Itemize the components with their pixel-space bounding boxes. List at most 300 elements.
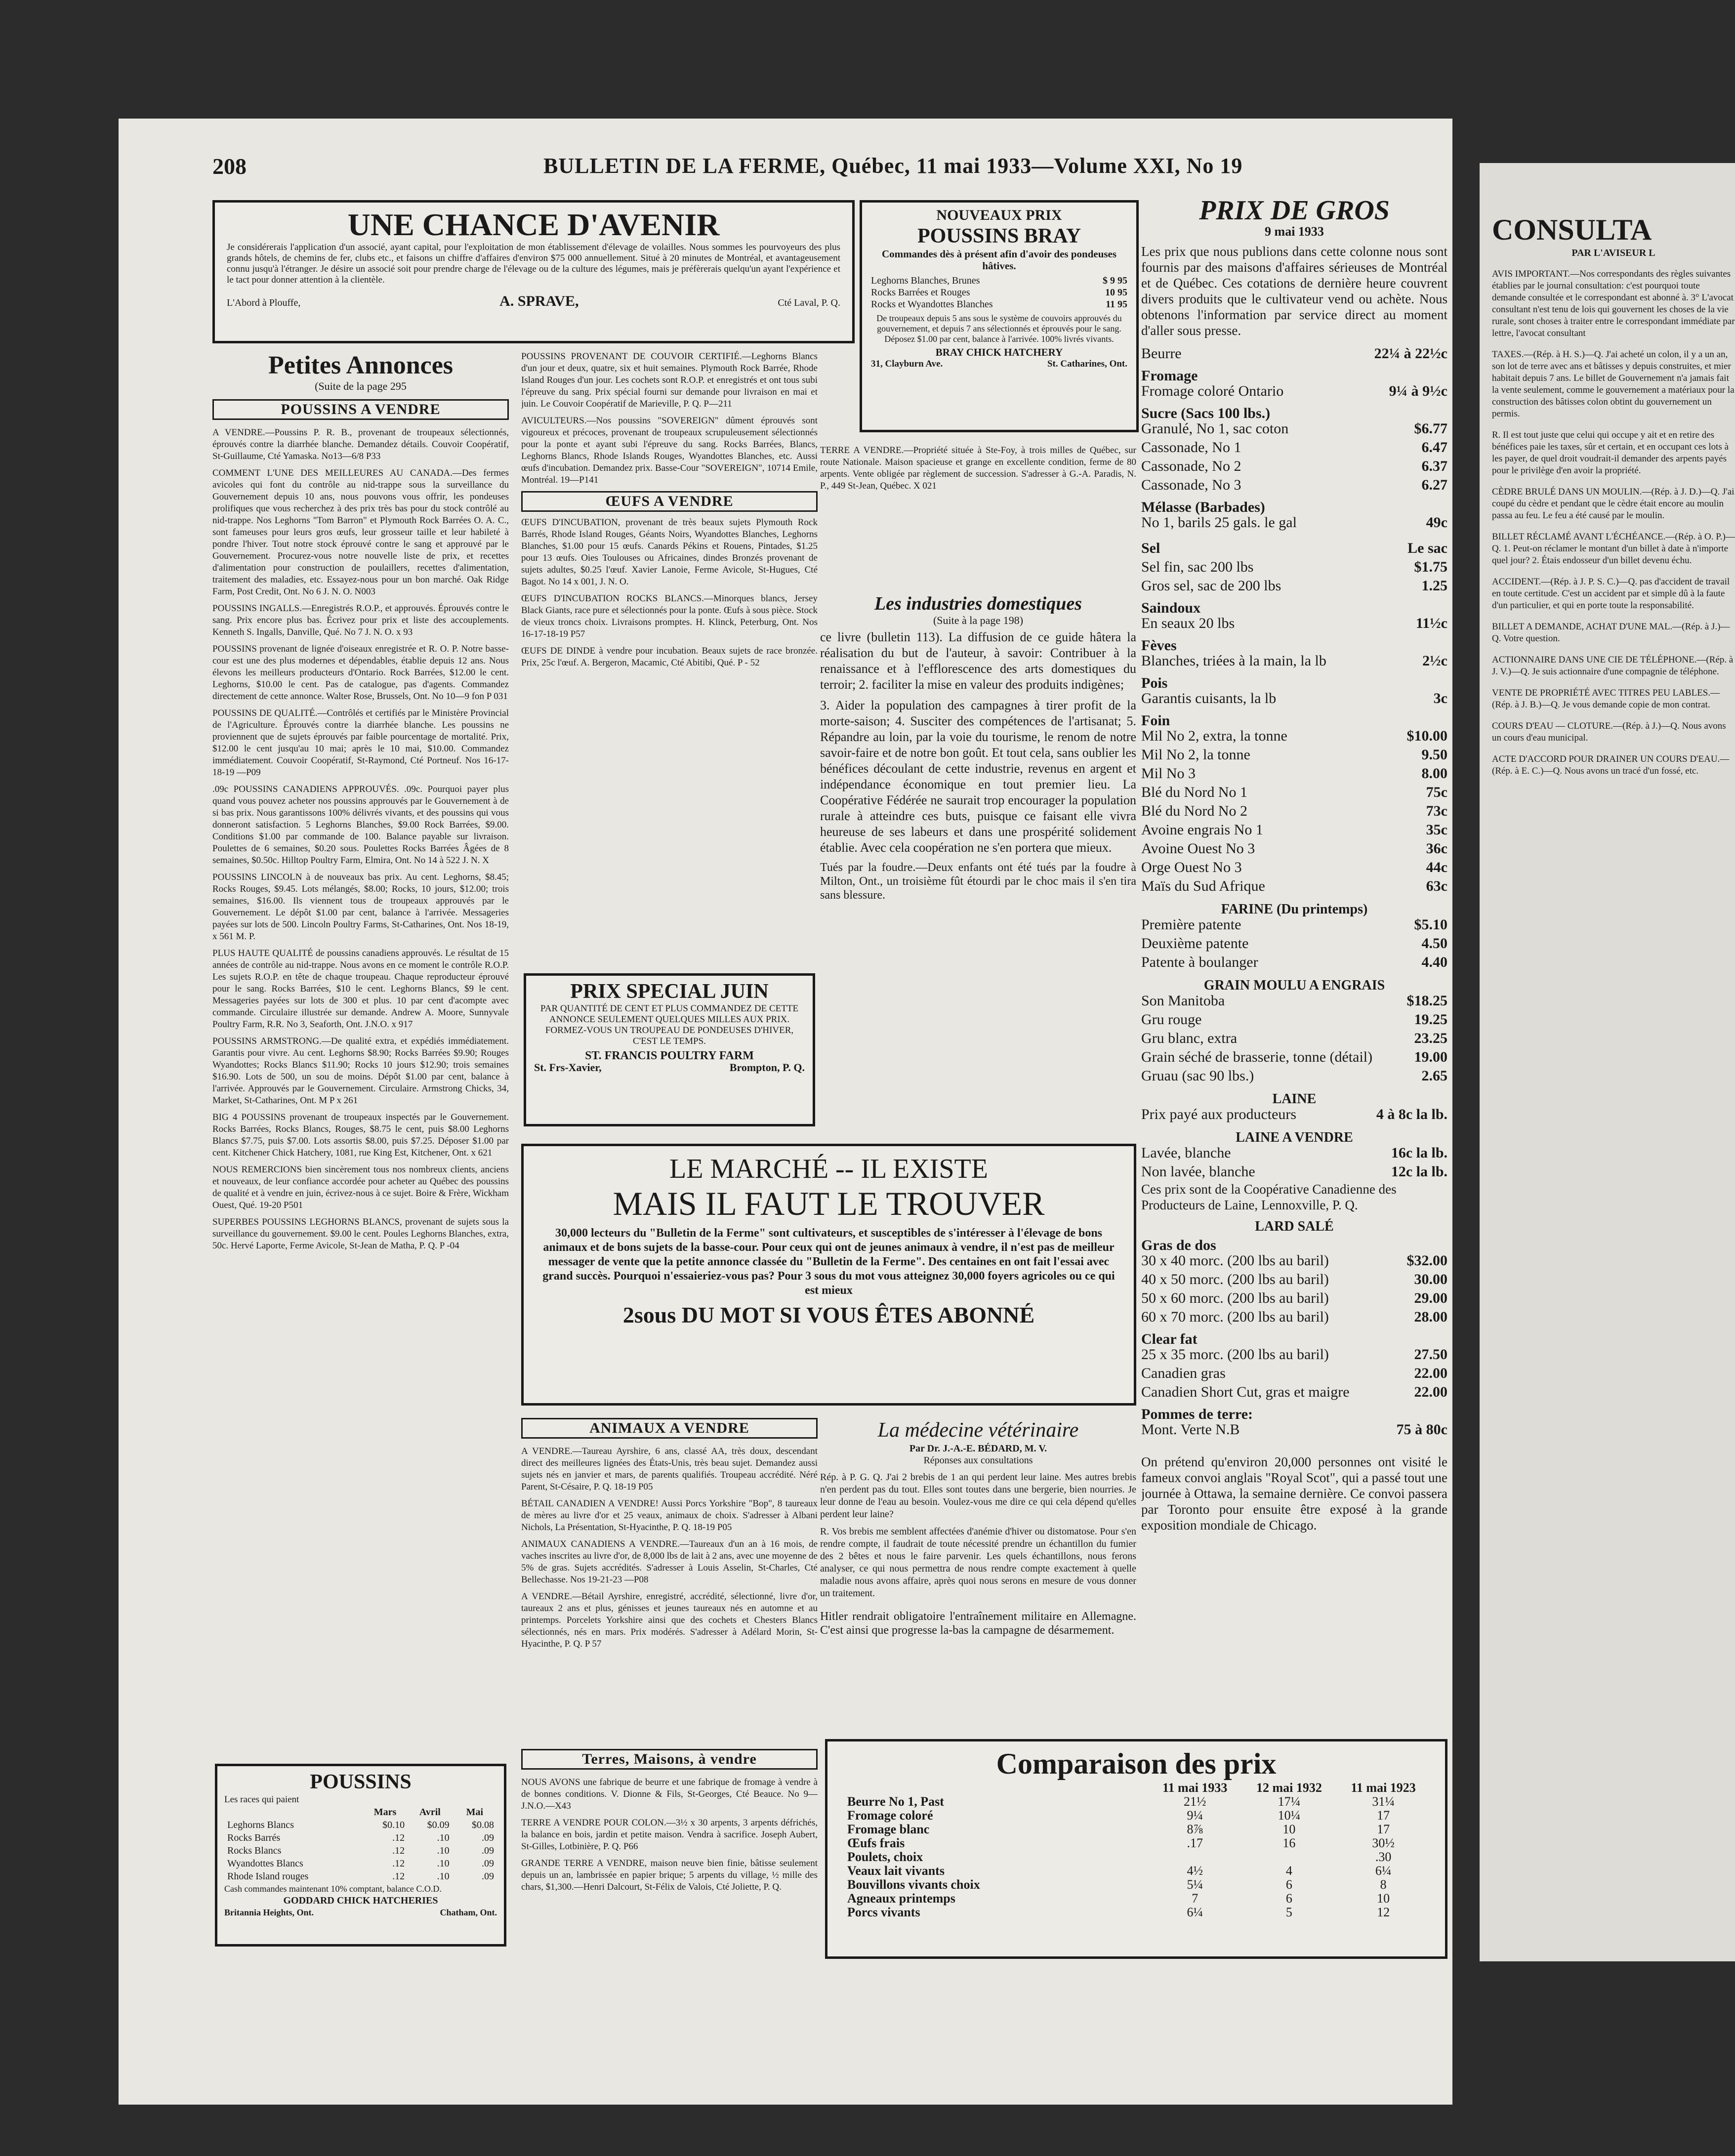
comparaison-item: Beurre No 1, Past [847, 1794, 944, 1809]
classified-ad: POUSSINS DE QUALITÉ.—Contrôlés et certifiés par le Ministère Provincial de l'Agriculture. Éprouvés contre la diarrhée blanche. Les poussins ne proviennent que de sujets éprouvés par faible pourcentage de mortalité. Prix, $12.00 le cent jusqu'au 10 mai; après le 10 mai, $10.00. Commandez immédiatement. Couvoir Coopératif, St-Raymond, Cté Portneuf. Nos 16-17-18-19 —P09 [212, 708, 509, 778]
gros-grain-row [1141, 1029, 1447, 1048]
poussins-price: .12 [392, 1871, 405, 1882]
comparaison-row [842, 1795, 1430, 1809]
section-poussins-a-vendre: POUSSINS A VENDRE [212, 399, 509, 420]
gros-foin-row-label: Orge Ouest No 3 [1141, 859, 1242, 875]
comparaison-value: .17 [1187, 1836, 1203, 1850]
gros-foin-row-value: 8.00 [1421, 765, 1447, 782]
ad-juin-company: ST. FRANCIS POULTRY FARM [585, 1049, 754, 1062]
poussins-month-header: Mai [466, 1807, 483, 1818]
gros-foin-category: Foin [1141, 712, 1170, 729]
gros-foin-row [1141, 727, 1447, 746]
ad-poussins-address-right: Chatham, Ont. [440, 1907, 497, 1917]
animaux-ads [521, 1446, 818, 1650]
consultation-paragraph: BILLET RÉCLAMÉ AVANT L'ÉCHÉANCE.—(Rép. à O. P.)—Q. 1. Peut-on réclamer le montant d'un billet à date à n'importe quel jour? 2. Étais endosseur d'un billet devenu échu. [1492, 532, 1735, 566]
gros-lard-row2-label: Canadien Short Cut, gras et maigre [1141, 1384, 1350, 1400]
gros-lard-row-label: 50 x 60 morc. (200 lbs au baril) [1141, 1290, 1329, 1306]
comparaison-row [842, 1878, 1430, 1892]
poussins-price: .10 [437, 1871, 450, 1882]
gros-pommes-category: Pommes de terre: [1141, 1406, 1253, 1422]
ad-poussins-address [224, 1907, 497, 1918]
poussins-breed: Rocks Barrés [227, 1832, 281, 1843]
gros-grain-row-value: 19.00 [1414, 1049, 1447, 1065]
comparaison-value: 9¼ [1187, 1808, 1203, 1823]
gros-feves-row [1141, 652, 1447, 670]
consultations-body [1492, 268, 1735, 777]
classified-ad: A VENDRE.—Taureau Ayrshire, 6 ans, classé AA, très doux, descendant direct des meilleures lignées des États-Unis, très beau sujet. Demandez aussi sujets nés en janvier et mars, de parents qualifiés. Troupeau accrédité. Néré Parent, St-Césaire, P. Q. 18-19 P05 [521, 1446, 818, 1492]
gros-saindoux-row [1141, 614, 1447, 633]
article-paragraph: R. Vos brebis me semblent affectées d'anémie d'hiver ou distomatose. Pour s'en rendre compte, il faudrait de toute nécessité prendre un échantillon du fumier des 2 bêtes et nous le faire parvenir. Les quels échantillons, nous ferons analyser, ce qui nous permettra de nous rendre compte exactement à quelle maladie nous avons affaire, après quoi nous serons en mesure de vous donner un traitement. [820, 1526, 1136, 1599]
gros-sucre-row-value: 6.37 [1421, 458, 1447, 474]
classified-ad: PLUS HAUTE QUALITÉ de poussins canadiens approuvés. Le résultat de 15 années de contrôle au nid-trappe. Nous avons en ce moment le contrôle R.O.P. Les sujets R.O.P. en tête de chaque troupeau. Chaque reproducteur éprouvé pour le sang. Rocks Barrées, $10 le cent. Leghorns Blancs, $9 le cent. Messageries payées sur lots de 300 et plus. 10 par cent d'acompte avec commande. Circulaire illustrée sur demande. Andrew A. Moore, Sunnyvale Poultry Farm, R.R. No 3, Seaforth, Ont. J.N.O. x 917 [212, 948, 509, 1030]
column-2-ads [521, 351, 818, 486]
poussins-table-row [224, 1857, 497, 1870]
gros-lard-row-label: 60 x 70 morc. (200 lbs au baril) [1141, 1309, 1329, 1325]
gros-sucre-row-value: 6.47 [1421, 439, 1447, 456]
gros-sucre-row [1141, 419, 1447, 438]
gros-lard-row [1141, 1308, 1447, 1327]
consultation-paragraph: ACCIDENT.—(Rép. à J. P. S. C.)—Q. pas d'accident de travail en toute certitude. C'est un accident par et simple dû à la faute d'un particulier, et qui en porte toute la responsabilité. [1492, 577, 1730, 611]
consultation-paragraph: ACTIONNAIRE DANS UNE CIE DE TÉLÉPHONE.—(Rép. à J. V.)—Q. Je suis actionnaire d'une compagnie de téléphone. [1492, 655, 1734, 677]
poussins-breed: Rocks Blancs [227, 1845, 282, 1856]
gros-farine-category: FARINE (Du printemps) [1221, 902, 1368, 917]
bray-price-row [871, 287, 1127, 298]
gros-farine-row [1141, 934, 1447, 953]
ad-chance-place: L'Abord à Plouffe, [227, 297, 301, 308]
comparaison-title: Comparaison des prix [996, 1747, 1277, 1780]
gros-sucre-row-value: $6.77 [1414, 420, 1447, 437]
comparaison-item: Œufs frais [847, 1836, 905, 1850]
poussins-table-row [224, 1870, 497, 1883]
gros-grain-row-value: 23.25 [1414, 1030, 1447, 1046]
ad-chance-name: A. SPRAVE, [499, 293, 579, 309]
classified-ad: ANIMAUX CANADIENS A VENDRE.—Taureaux d'un an à 16 mois, de vaches inscrites au livre d'or, de 8,000 lbs de lait à 2 ans, avec une moyenne de 5% de gras. Sujets accrédités. S'adresser à Louis Asselin, St-Charles, Cté Bellechasse. Nos 19-21-23 —P08 [521, 1539, 818, 1585]
article-industries [820, 593, 1136, 1126]
bray-price-value: 10 95 [1105, 287, 1127, 298]
classified-ad: NOUS AVONS une fabrique de beurre et une fabrique de fromage à vendre à de bonnes conditions. V. Dionne & Fils, St-Georges, Cté Beauce. No 9—J.N.O.—X43 [521, 1777, 818, 1811]
classified-ad: BÉTAIL CANADIEN A VENDRE! Aussi Porcs Yorkshire "Bop", 8 taureaux de mères au livre d'or et 25 veaux, animaux de choix. S'adresser à Albani Nichols, La Présentation, St-Hyacinthe, P. Q. 18-19 P05 [521, 1498, 818, 1533]
gros-grain-row [1141, 1010, 1447, 1029]
gros-title: PRIX DE GROS [1199, 195, 1390, 226]
medecine-title: La médecine vétérinaire [877, 1419, 1079, 1442]
gros-grain-row [1141, 1067, 1447, 1085]
gros-sel-row-value: $1.75 [1414, 559, 1447, 575]
poussins-price: .12 [392, 1832, 405, 1843]
classified-ad: A VENDRE.—Poussins P. R. B., provenant de troupeaux sélectionnés, éprouvés contre la diarrhée blanche. Demandez détails. Couvoir Coopératif, St-Guillaume, Cté Yamaska. No13—6/8 P33 [212, 427, 509, 461]
gros-foin-row [1141, 783, 1447, 802]
section-animaux-a-vendre: ANIMAUX A VENDRE [521, 1418, 818, 1439]
poussins-price: .09 [482, 1858, 494, 1869]
gros-sel-row [1141, 558, 1447, 577]
comparaison-item: Porcs vivants [847, 1905, 920, 1919]
classified-ad: POUSSINS LINCOLN à de nouveaux bas prix. Au cent. Leghorns, $8.45; Rocks Rouges, $9.45. Lots mélangés, $8.00; Rocks, 10 jours, $12.00; trois semaines, $16.00. Ils viennent tous de troupeaux approuvés par le Gouvernement. Le dépôt $1.00 par cent, balance à l'arrivée. Messageries payées sur lots de 500. Lincoln Poultry Farms, St-Catharines, Ont. Nos 18-19, x 561 M. P. [212, 872, 509, 942]
gros-sucre-row-label: Cassonade, No 2 [1141, 458, 1241, 474]
classified-ad: POUSSINS INGALLS.—Enregistrés R.O.P., et approuvés. Éprouvés contre le sang. Prix encore plus bas. Écrivez pour prix et liste des accouplements. Kenneth S. Ingalls, Danville, Qué. No 7 J. N. O. x 93 [212, 603, 509, 637]
industries-body [820, 629, 1136, 856]
ad-poussins-goddard [215, 1764, 506, 1947]
gros-grain-row-label: Son Manitoba [1141, 993, 1225, 1009]
consultation-paragraph: COURS D'EAU — CLOTURE.—(Rép. à J.)—Q. Nous avons un cours d'eau municipal. [1492, 721, 1726, 743]
gros-sucre-row [1141, 476, 1447, 495]
ad-juin-body: PAR QUANTITÉ DE CENT ET PLUS COMMANDEZ DE CETTE ANNONCE SEULEMENT QUELQUES MILLES AUX PRIX. FORMEZ-VOUS UN TROUPEAU DE PONDEUSES D'HIVER, C'EST LE TEMPS. [540, 1003, 799, 1046]
gros-fromage-label: Fromage coloré Ontario [1141, 383, 1284, 399]
medecine-body [820, 1471, 1136, 1600]
classified-ad: NOUS REMERCIONS bien sincèrement tous nos nombreux clients, anciens et nouveaux, de leur confiance accordée pour acheter au Québec des poussins de qualité et à vendre en juin, écrivez-nous à ce sujet. Boire & Frère, Wickham Ouest, Qué. 19-20 P501 [212, 1164, 509, 1210]
gros-laine-vendre-row [1141, 1162, 1447, 1181]
gros-laine-vendre-row-value: 16c la lb. [1391, 1145, 1447, 1161]
classified-ad: SUPERBES POUSSINS LEGHORNS BLANCS, provenant de sujets sous la surveillance du gouvernement. $9.00 le cent. Poules Leghorns Blanches, extra, 50c. Hervé Laporte, Ferme Avicole, St-Jean de Matha, P. Q. P -04 [212, 1217, 509, 1251]
consultation-paragraph: CÈDRE BRULÉ DANS UN MOULIN.—(Rép. à J. D.)—Q. J'ai coupé du cèdre et pendant que le cèdre était encore au moulin passa au feu. Le feu a été causé par le moulin. [1492, 487, 1735, 521]
comparaison-item: Bouvillons vivants choix [847, 1877, 980, 1892]
ad-bray-prices [871, 275, 1127, 310]
gros-foin-row-label: Mil No 2, extra, la tonne [1141, 728, 1287, 744]
gros-sucre-row [1141, 438, 1447, 457]
gros-farine-row [1141, 915, 1447, 934]
comparaison-value: 17 [1377, 1822, 1390, 1836]
gros-pois-label: Garantis cuisants, la lb [1141, 690, 1277, 706]
article-paragraph: Rép. à P. G. Q. J'ai 2 brebis de 1 an qui perdent leur laine. Mes autres brebis n'en perdent pas du tout. Elles sont toutes dans une bergerie, bien nourries. Je leur donne de l'eau au besoin. Voulez-vous me dire ce qui cela dépend qu'elles perdent leur laine? [820, 1472, 1136, 1520]
gros-grain-row-label: Gruau (sac 90 lbs.) [1141, 1068, 1254, 1084]
comparaison-value: 17¼ [1278, 1794, 1301, 1809]
consultation-paragraph: BILLET A DEMANDE, ACHAT D'UNE MAL.—(Rép. à J.)—Q. Votre question. [1492, 622, 1730, 644]
gros-grain-row [1141, 1048, 1447, 1067]
gros-pois-row [1141, 689, 1447, 708]
bray-price-value: 11 95 [1106, 299, 1127, 310]
comparaison-table-head [842, 1781, 1430, 1795]
gros-lard-row-label: 30 x 40 morc. (200 lbs au baril) [1141, 1252, 1329, 1269]
gros-foin-row [1141, 858, 1447, 877]
comparaison-row [842, 1809, 1430, 1823]
gros-grain-row-label: Grain séché de brasserie, tonne (détail) [1141, 1049, 1373, 1065]
classified-ad: ŒUFS D'INCUBATION, provenant de très beaux sujets Plymouth Rock Barrés, Rhode Island Rouges, Géants Noirs, Wyandottes Blanches, Leghorns Blanches, $1.00 pour 15 œufs. Canards Pékins et Rouens, Pintades, $1.25 pour 13 œufs. Oies Toulouses ou Africaines, dindes Bronzés provenant de sujets adultes, $0.25 l'œuf. Xavier Lanoie, Ferme Avicole, St-Hugues, Cté Bagot. No 14 x 001, J. N. O. [521, 517, 818, 587]
gros-farine-row-value: 4.50 [1421, 935, 1447, 952]
gros-lard-row2 [1141, 1383, 1447, 1402]
gros-laine-row [1141, 1105, 1447, 1124]
poussins-price: $0.08 [472, 1820, 494, 1830]
gros-beurre-label: Beurre [1141, 345, 1182, 362]
comparaison-row [842, 1906, 1430, 1919]
gros-foin-row-value: 35c [1426, 822, 1447, 838]
gros-lard-row [1141, 1289, 1447, 1308]
consultation-paragraph: ACTE D'ACCORD POUR DRAINER UN COURS D'EAU.—(Rép. à E. C.)—Q. Nous avons un tracé d'un fossé, etc. [1492, 754, 1730, 776]
comparaison-row [842, 1850, 1430, 1864]
column-2-upper [521, 351, 818, 968]
comparaison-value [1242, 1850, 1337, 1864]
gros-grain-row-value: 2.65 [1421, 1068, 1447, 1084]
ad-poussins-company: GODDARD CHICK HATCHERIES [283, 1895, 438, 1906]
medecine-by: Par Dr. J.-A.-E. BÉDARD, M. V. [909, 1443, 1047, 1454]
gros-sel-row [1141, 577, 1447, 595]
ad-poussins-note: Cash commandes maintenant 10% comptant, balance C.O.D. [224, 1884, 442, 1894]
gros-pois-value: 3c [1433, 690, 1447, 706]
ad-chance-body: Je considérerais l'application d'un associé, ayant capital, pour l'exploitation de mon établissement d'élevage de volailles. Nous sommes les pourvoyeurs des plus grands hôtels, de chemins de fer, clubs etc., et faisons un chiffre d'affaires d'environ $75 000 annuellement. Situé à 20 minutes de Montréal, et avantageusement connu jusqu'à l'étranger. Je désire un associé soit pour prendre charge de l'élevage ou de la culture des légumes, mais je préfèrerais quelqu'un ayant l'expérience et le tact pour donner attention à la clientèle. [227, 242, 840, 285]
gros-foin-row-label: Avoine engrais No 1 [1141, 822, 1263, 838]
classified-ad: A VENDRE.—Bétail Ayrshire, enregistré, accrédité, sélectionné, livre d'or, taureaux 2 ans et plus, génisses et jeunes taureaux nés en automne et au printemps. Porcelets Yorkshire ainsi que des cochets et Chesters Blancs sélectionnés, nés en mars. Prix modérés. S'adresser à Adélard Morin, St-Hyacinthe, P. Q. P 57 [521, 1591, 818, 1649]
gros-saindoux-value: 11½c [1415, 615, 1447, 631]
comparaison-value: 10¼ [1278, 1808, 1301, 1823]
comparaison-row [842, 1823, 1430, 1836]
comparaison-item: Fromage coloré [847, 1808, 933, 1823]
gros-lard-row-value: 30.00 [1414, 1271, 1447, 1287]
ad-poussins-table-head [224, 1806, 497, 1819]
article-medecine [820, 1418, 1136, 1793]
gros-intro: Les prix que nous publions dans cette colonne nous sont fournis par des maisons d'affaires sérieuses de Montréal et de Québec. Ces cotations de dernière heure couvrent divers produits que le cultivateur vend ou achète. Nous obtenons l'information par service direct au moment d'aller sous presse. [1141, 244, 1447, 338]
comparaison-value: 8⅞ [1187, 1822, 1203, 1836]
industries-sub: (Suite à la page 198) [933, 614, 1024, 626]
comparaison-value: 10 [1282, 1822, 1296, 1836]
gros-farine-row-label: Deuxième patente [1141, 935, 1249, 952]
gros-lard-sub2: Clear fat [1141, 1331, 1198, 1347]
ad-chance-county: Cté Laval, P. Q. [778, 297, 840, 308]
article-paragraph: ce livre (bulletin 113). La diffusion de ce guide hâtera la réalisation du but de l'auteur, à savoir: Contribuer à la renaissance et à l'efflorescence des arts domestiques du terroir; 2. faciliter la mise en valeur des produits indigènes; [820, 630, 1136, 692]
poussins-table-row [224, 1844, 497, 1857]
comparaison-value: 6 [1285, 1877, 1292, 1892]
classified-ad: COMMENT L'UNE DES MEILLEURES AU CANADA.—Des fermes avicoles qui font du contrôle au nid-trappe sous la surveillance du Gouvernement depuis 10 ans, nous pouvons vous offrir, les pondeuses prolifiques que vous recherchez à des prix très bas pour du stock contrôlé au nid-trappe. Nos Leghorns "Tom Barron" et Plymouth Rock Barrées O. A. C., sont fameuses pour leurs gros œufs, leur grosseur taille et leur habileté à pondre l'hiver. Tout notre stock éprouvé contre le sang et approuvé par le Gouvernement. Procurez-vous notre nouvelle liste de prix, et recettes d'alimentation pour construction de poulaillers, recettes d'alimentation, traitement des maladies, etc. Essayez-nous pour un bon marché. Oak Ridge Farm, Post Credit, Ont. No 6 J. N. O. N003 [212, 468, 509, 597]
comparaison-item: Agneaux printemps [847, 1891, 955, 1906]
comparaison-item: Fromage blanc [847, 1822, 930, 1836]
gros-grain-row-label: Gru rouge [1141, 1011, 1202, 1028]
prix-de-gros-column [1141, 195, 1447, 1717]
ad-bray-address-right: St. Catharines, Ont. [1047, 359, 1127, 369]
medecine-sub: Réponses aux consultations [923, 1455, 1033, 1466]
page-number: 208 [212, 154, 247, 179]
gros-lard-row [1141, 1251, 1447, 1270]
comparaison-des-prix [825, 1739, 1447, 1959]
ad-bray-company: BRAY CHICK HATCHERY [935, 346, 1063, 358]
bray-price-item: Rocks Barrées et Rouges [871, 287, 970, 298]
comparaison-row [842, 1864, 1430, 1878]
gros-lard-category: LARD SALÉ [1255, 1219, 1334, 1234]
newspaper-page [119, 119, 1452, 2105]
ad-bray-body: De troupeaux depuis 5 ans sous le système de couvoirs approuvés du gouvernement, et depuis 7 ans sélectionnés et éprouvés pour le sang. Déposez $1.00 par cent, balance à l'arrivée. 100% livrés vivants. [876, 313, 1122, 344]
poussins-breed: Leghorns Blancs [227, 1820, 294, 1830]
consultation-paragraph: R. Il est tout juste que celui qui occupe y ait et en retire des bénéfices paie les taxes, sûr et certain, et en occupant ces lots à les payer, de quel droit voudrait-il demander des arpents payés pour le privilège d'en avoir la propriété. [1492, 430, 1729, 476]
gros-melasse-category: Mélasse (Barbades) [1141, 499, 1265, 515]
gros-lard-row [1141, 1270, 1447, 1289]
petites-annonces-sub: (Suite de la page 295 [315, 380, 407, 392]
ad-juin-address-left: St. Frs-Xavier, [534, 1061, 602, 1074]
gros-melasse-row [1141, 513, 1447, 532]
bray-price-row [871, 275, 1127, 287]
gros-lard-row2-label: 25 x 35 morc. (200 lbs au baril) [1141, 1346, 1329, 1363]
gros-sucre-row [1141, 457, 1447, 476]
poussins-table-row [224, 1831, 497, 1844]
gros-laine-vendre-category: LAINE A VENDRE [1236, 1130, 1353, 1145]
classified-ad: AVICULTEURS.—Nos poussins "SOVEREIGN" dûment éprouvés sont vigoureux et précoces, provenant de troupeaux scrupuleusement sélectionnés pour la ponte et ayant subi l'épreuve du sang. Rocks Barrées, Blancs, Leghorns Blancs, Rhode Islands Rouges, Wyandottes Blanches, etc. Aussi œufs d'incubation. Demandez prix. Basse-Cour "SOVEREIGN", 10714 Emile, Montréal. 19—P141 [521, 415, 818, 485]
gros-sel-header [1141, 539, 1447, 558]
poussins-price: .10 [437, 1832, 450, 1843]
gros-foin-row-value: 44c [1426, 859, 1447, 875]
comparaison-value: 10 [1377, 1891, 1390, 1906]
consultation-paragraph: VENTE DE PROPRIÉTÉ AVEC TITRES PEU LABLES.—(Rép. à J. B.)—Q. Je vous demande copie de mon contrat. [1492, 688, 1720, 710]
gros-pois-category: Pois [1141, 675, 1168, 691]
gros-foin-row-label: Blé du Nord No 2 [1141, 803, 1247, 819]
gros-lard-row2-label: Canadien gras [1141, 1365, 1226, 1381]
consultations-sub: PAR L'AVISEUR L [1571, 248, 1655, 258]
poussins-month-header: Mars [373, 1807, 397, 1818]
gros-lard-row-label: 40 x 50 morc. (200 lbs au baril) [1141, 1271, 1329, 1287]
ad-terre-ste-foy [820, 445, 1136, 588]
ad-juin-address-right: Brompton, P. Q. [729, 1061, 805, 1074]
comparaison-value: 30½ [1372, 1836, 1395, 1850]
comparaison-value: 8 [1380, 1877, 1387, 1892]
ad-poussins-table [224, 1806, 497, 1883]
ad-chance-title: UNE CHANCE D'AVENIR [347, 207, 720, 242]
comparaison-value: 4½ [1187, 1864, 1203, 1878]
oeufs-ads [521, 517, 818, 669]
gros-feves-category: Fèves [1141, 637, 1177, 654]
gros-lard-row2-value: 27.50 [1414, 1346, 1447, 1363]
poussins-breed: Wyandottes Blancs [227, 1858, 303, 1869]
poussins-price: .12 [392, 1845, 405, 1856]
gros-farine-row-label: Première patente [1141, 916, 1241, 933]
gros-grain-row [1141, 992, 1447, 1010]
comparaison-value: 6¼ [1375, 1864, 1392, 1878]
comparaison-value: 16 [1282, 1836, 1296, 1850]
gros-grain-row-value: $18.25 [1406, 993, 1447, 1009]
classified-ad: BIG 4 POUSSINS provenant de troupeaux inspectés par le Gouvernement. Rocks Barrées, Rocks Blancs, Rouges, $8.75 le cent, puis $8.00 Leghorns Blancs $7.75, puis $7.00. Lots assortis $8.00, puis $7.25. Déposer $1.00 par cent. Kitchener Chick Hatchery, 1081, rue King Est, Kitchener, Ont. x 621 [212, 1112, 509, 1158]
classified-ad: ŒUFS D'INCUBATION ROCKS BLANCS.—Minorques blancs, Jersey Black Giants, race pure et sélectionnés pour la ponte. Œufs à sous pièce. Stock de vieux troncs choix. Livraisons promptes. H. Klinck, Peterburg, Ont. Nos 16-17-18-19 P57 [521, 593, 818, 639]
comparaison-value: .30 [1375, 1850, 1392, 1864]
comparaison-row [842, 1836, 1430, 1850]
consultation-paragraph: AVIS IMPORTANT.—Nos correspondants des règles suivantes établies par le journal consultation: c'est pourquoi toute demande consultée et le correspondant est abonné à. 3° L'avocat consultant n'est tenu de lois qui gouvernent les choses de la vie rurale, sont choses à traiter entre le correspondant immédiate par lettre, l'avocat consultant [1492, 269, 1735, 338]
ad-bray-title1: NOUVEAUX PRIX [936, 207, 1062, 223]
industries-foudre: Tués par la foudre.—Deux enfants ont été tués par la foudre à Milton, Ont., un troisième fût étourdi par le choc mais il s'en tira sans blessure. [820, 861, 1136, 902]
gros-foin-row-value: 9.50 [1421, 746, 1447, 763]
column-terres [521, 1749, 818, 1956]
comparaison-year-header: 11 mai 1923 [1351, 1781, 1416, 1795]
comparaison-value: 6 [1285, 1891, 1292, 1906]
gros-foin-row-label: Mil No 2, la tonne [1141, 746, 1250, 763]
gros-lard-sub: Gras de dos [1141, 1237, 1216, 1253]
bray-price-row [871, 298, 1127, 310]
article-paragraph: 3. Aider la population des campagnes à tirer profit de la morte-saison; 4. Susciter des compétences de l'artisanat; 5. Répandre au loin, par la voie du tourisme, le renom de notre savoir-faire et de notre bon goût. Et tout cela, sans oublier les bénéfices découlant de cette industrie, revenus en argent et indépendance économique en tout premier lieu. La Coopérative Fédérée ne saurait trop encourager la population rurale à atteindre ces buts, puisque ce faisant elle vivra heureuse de ses labeurs et dans une prospérité solidement établie. Avec cela coopération ne s'en portera que mieux. [820, 698, 1136, 855]
gros-farine-row-label: Patente à boulanger [1141, 954, 1258, 970]
gros-laine-vendre-row-label: Lavée, blanche [1141, 1145, 1231, 1161]
ad-chance-avenir [212, 200, 855, 343]
gros-foin-row [1141, 764, 1447, 783]
gros-feves-value: 2½c [1422, 653, 1447, 669]
poussins-price: .10 [437, 1858, 450, 1869]
gros-fromage-value: 9¼ à 9½c [1389, 383, 1447, 399]
page-header [119, 153, 1452, 193]
classified-ad: POUSSINS provenant de lignée d'oiseaux enregistrée et R. O. P. Notre basse-cour est une des plus modernes et dépendables, établie depuis 12 ans. Nous élevons les meilleurs producteurs d'Ontario. Rock Barrées, $12.00 le cent. Leghorns, $10.00 le cent. Pas de catalogue, pas d'agents. Commandez directement de cette annonce. Walter Rose, Brussels, Ont. No 10—9 fon P 031 [212, 644, 509, 702]
poussins-breed: Rhode Island rouges [227, 1871, 309, 1882]
comparaison-item: Veaux lait vivants [847, 1864, 945, 1878]
ad-bray-address [871, 358, 1127, 370]
poussins-price: $0.09 [427, 1820, 450, 1830]
bray-price-item: Rocks et Wyandottes Blanches [871, 299, 993, 310]
gros-lard-row2-value: 22.00 [1414, 1365, 1447, 1381]
gros-laine-vendre-row-value: 12c la lb. [1391, 1163, 1447, 1180]
comparaison-value: 17 [1377, 1808, 1390, 1823]
gros-foin-row-value: 63c [1426, 878, 1447, 894]
petites-annonces-column [212, 351, 509, 1754]
bray-price-item: Leghorns Blanches, Brunes [871, 275, 980, 286]
comparaison-value [1148, 1850, 1242, 1864]
ad-le-marche [521, 1144, 1136, 1406]
ad-juin-title: PRIX SPECIAL JUIN [570, 980, 769, 1003]
poussins-price: .09 [482, 1871, 494, 1882]
comparaison-value: 21½ [1183, 1794, 1206, 1809]
classified-ad: ŒUFS DE DINDE à vendre pour incubation. Beaux sujets de race bronzée. Prix, 25c l'œuf. A. Bergeron, Macamic, Cté Abitibi, Qué. P - 52 [521, 646, 818, 668]
gros-laine-vendre-row-label: Non lavée, blanche [1141, 1163, 1255, 1180]
bray-price-value: $ 9 95 [1103, 275, 1127, 286]
gros-beurre-value: 22¼ à 22½c [1374, 345, 1447, 362]
gros-saindoux-category: Saindoux [1141, 600, 1201, 616]
terres-ads [521, 1777, 818, 1893]
gros-sel-category: Sel [1141, 540, 1160, 556]
marche-body: 30,000 lecteurs du "Bulletin de la Ferme" sont cultivateurs, et susceptibles de s'intéresser à l'élevage de bons animaux et de bons sujets de la basse-cour. Pour ceux qui ont de jeunes animaux à vendre, il n'est pas de meilleur messager de vente que la petite annonce classée du "Bulletin de la Ferme". Des centaines en ont fait l'essai avec grand succès. Pourquoi n'essaieriez-vous pas? Pour 3 sous du mot vous atteignez 30,000 foyers agricoles ou ce qui est mieux [542, 1227, 1115, 1297]
gros-foin-row-label: Blé du Nord No 1 [1141, 784, 1247, 800]
ad-juin-address [534, 1062, 805, 1074]
comparaison-year-header: 12 mai 1932 [1256, 1781, 1322, 1795]
gros-laine-category: LAINE [1272, 1091, 1317, 1107]
gros-foin-row-value: 75c [1426, 784, 1447, 800]
comparaison-year-header: 11 mai 1933 [1162, 1781, 1228, 1795]
gros-lard-row-value: 29.00 [1414, 1290, 1447, 1306]
gros-sucre-row-value: 6.27 [1421, 477, 1447, 493]
gros-date: 9 mai 1933 [1265, 224, 1324, 239]
comparaison-row [842, 1892, 1430, 1906]
poussins-price: .12 [392, 1858, 405, 1869]
section-oeufs-a-vendre: ŒUFS A VENDRE [521, 491, 818, 512]
gros-lard-row-value: 28.00 [1414, 1309, 1447, 1325]
gros-lard-row2 [1141, 1345, 1447, 1364]
gros-foin-row-label: Maïs du Sud Afrique [1141, 878, 1265, 894]
gros-lard-row2-value: 22.00 [1414, 1384, 1447, 1400]
gros-foin-row-value: $10.00 [1406, 728, 1447, 744]
comparaison-value: 4 [1285, 1864, 1292, 1878]
ad-bray-address-left: 31, Clayburn Ave. [871, 359, 943, 369]
poussins-month-header: Avril [419, 1807, 441, 1818]
gros-sel-row-label: Gros sel, sac de 200 lbs [1141, 578, 1281, 594]
poussins-price: .09 [482, 1832, 494, 1843]
gros-foin-row [1141, 802, 1447, 821]
petites-annonces-list [212, 427, 509, 1252]
gros-sucre-row-label: Cassonade, No 3 [1141, 477, 1241, 493]
gros-foin-row [1141, 839, 1447, 858]
poussins-table-row [224, 1819, 497, 1831]
gros-foin-row-value: 36c [1426, 840, 1447, 857]
gros-laine-value: 4 à 8c la lb. [1376, 1106, 1447, 1122]
classified-ad: TERRE A VENDRE POUR COLON.—3½ x 30 arpents, 3 arpents défrichés, la balance en bois, jardin et petite maison. Vendra à sacrifice. Joseph Aubert, St-Gilles, Lotbinière, P. Q. P66 [521, 1818, 818, 1852]
ad-chance-signature [227, 292, 840, 310]
ad-prix-special-juin [524, 973, 815, 1126]
gros-farine-row [1141, 953, 1447, 972]
gros-grain-category: GRAIN MOULU A ENGRAIS [1203, 978, 1385, 993]
gros-sucre-category: Sucre (Sacs 100 lbs.) [1141, 405, 1271, 421]
gros-grain-row-label: Gru blanc, extra [1141, 1030, 1238, 1046]
gros-foin-row [1141, 877, 1447, 896]
gros-melasse-value: 49c [1426, 514, 1447, 531]
ad-poussins-intro: Les races qui paient [224, 1794, 299, 1805]
ad-poussins-title: POUSSINS [310, 1771, 412, 1793]
marche-footer: 2sous DU MOT SI VOUS ÊTES ABONNÉ [622, 1302, 1035, 1327]
gros-farine-row-value: 4.40 [1421, 954, 1447, 970]
gros-feves-label: Blanches, triées à la main, la lb [1141, 653, 1326, 669]
gros-sucre-row-label: Cassonade, No 1 [1141, 439, 1241, 456]
gros-royal-scot: On prétend qu'environ 20,000 personnes ont visité le fameux convoi anglais "Royal Scot", qui a passé tout une journée à Ottawa, la semaine dernière. Ce convoi passera par Toronto pour ensuite être exposé à la grande exposition mondiale de Chicago. [1141, 1454, 1447, 1533]
gros-melasse-label: No 1, barils 25 gals. le gal [1141, 514, 1297, 531]
gros-foin-row-label: Mil No 3 [1141, 765, 1196, 782]
ad-bray-intro: Commandes dès à présent afin d'avoir des pondeuses hâtives. [881, 248, 1117, 272]
marche-line1: LE MARCHÉ -- IL EXISTE [669, 1154, 988, 1184]
comparaison-value: 7 [1192, 1891, 1198, 1906]
comparaison-value: 6¼ [1187, 1905, 1203, 1919]
medecine-hitler: Hitler rendrait obligatoire l'entraînement militaire en Allemagne. C'est ainsi que progresse la-bas la campagne de désarmement. [820, 1610, 1136, 1637]
marche-line2: MAIS IL FAUT LE TROUVER [613, 1185, 1045, 1222]
